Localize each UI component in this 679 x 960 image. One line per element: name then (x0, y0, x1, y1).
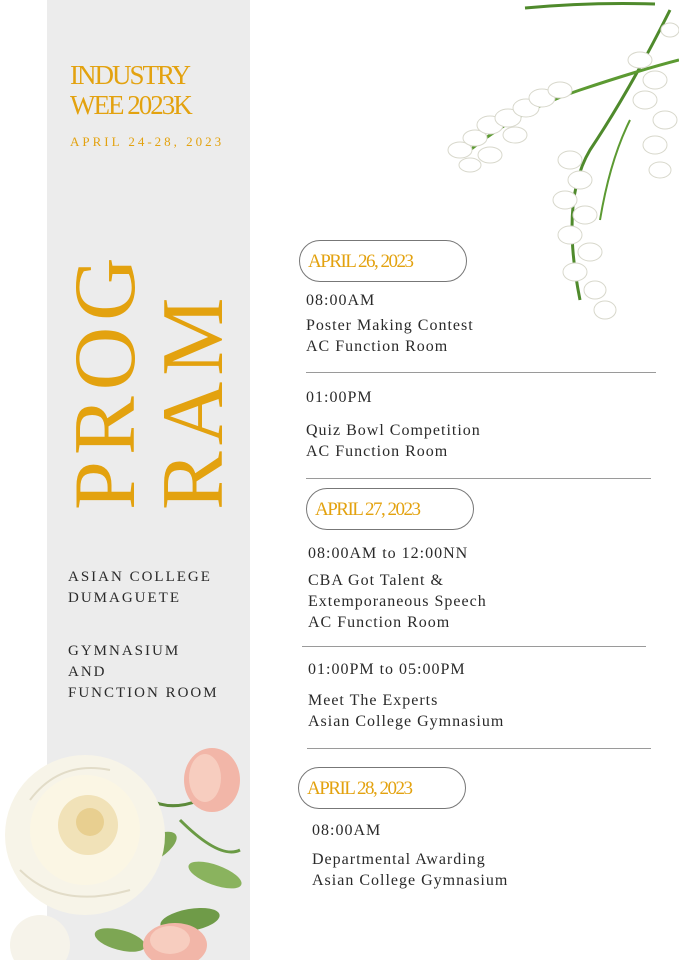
event-time: 08:00AM (312, 822, 382, 839)
event-line: CBA Got Talent & (308, 572, 444, 589)
event-line: AC Function Room (308, 614, 451, 631)
event-details (312, 849, 508, 891)
date-pill-april-27: APRIL 27, 2023 (306, 488, 474, 530)
event-details (306, 315, 474, 357)
event-title-line1: INDUSTRY (70, 60, 190, 90)
event-time: 01:00PM (306, 389, 373, 406)
date-pill-april-26: APRIL 26, 2023 (299, 240, 467, 282)
event-time: 08:00AM (306, 292, 376, 309)
location-block (68, 641, 219, 704)
event-details (308, 690, 504, 732)
event-time: 08:00AM to 12:00NN (308, 545, 469, 562)
divider (307, 748, 651, 749)
location-line3: FUNCTION ROOM (68, 685, 219, 701)
white-flower-decoration (430, 0, 679, 340)
program-heading-part2: RAM (145, 291, 242, 510)
divider (306, 478, 651, 479)
event-date-range: APRIL 24-28, 2023 (70, 134, 225, 149)
event-line: Meet The Experts (308, 692, 439, 709)
location-line1: GYMNASIUM (68, 643, 181, 659)
event-time: 01:00PM to 05:00PM (308, 661, 466, 678)
event-line: AC Function Room (306, 443, 449, 460)
location-line2: AND (68, 664, 107, 680)
program-heading-part1: PROG (57, 251, 154, 510)
venue-block (68, 567, 212, 609)
event-line: Poster Making Contest (306, 317, 474, 334)
event-line: Extemporaneous Speech (308, 593, 487, 610)
venue-line1: ASIAN COLLEGE (68, 569, 212, 585)
event-title (70, 60, 250, 120)
divider (302, 646, 646, 647)
event-line: Asian College Gymnasium (308, 713, 505, 730)
event-line: Asian College Gymnasium (312, 872, 509, 889)
rose-decoration (0, 740, 260, 960)
event-details (308, 570, 487, 633)
event-details (306, 420, 481, 462)
date-pill-april-28: APRIL 28, 2023 (298, 767, 466, 809)
divider (306, 372, 656, 373)
event-line: AC Function Room (306, 338, 449, 355)
event-title-line2: WEE 2023K (70, 90, 191, 120)
venue-line2: DUMAGUETE (68, 590, 181, 606)
event-line: Quiz Bowl Competition (306, 422, 481, 439)
event-line: Departmental Awarding (312, 851, 486, 868)
